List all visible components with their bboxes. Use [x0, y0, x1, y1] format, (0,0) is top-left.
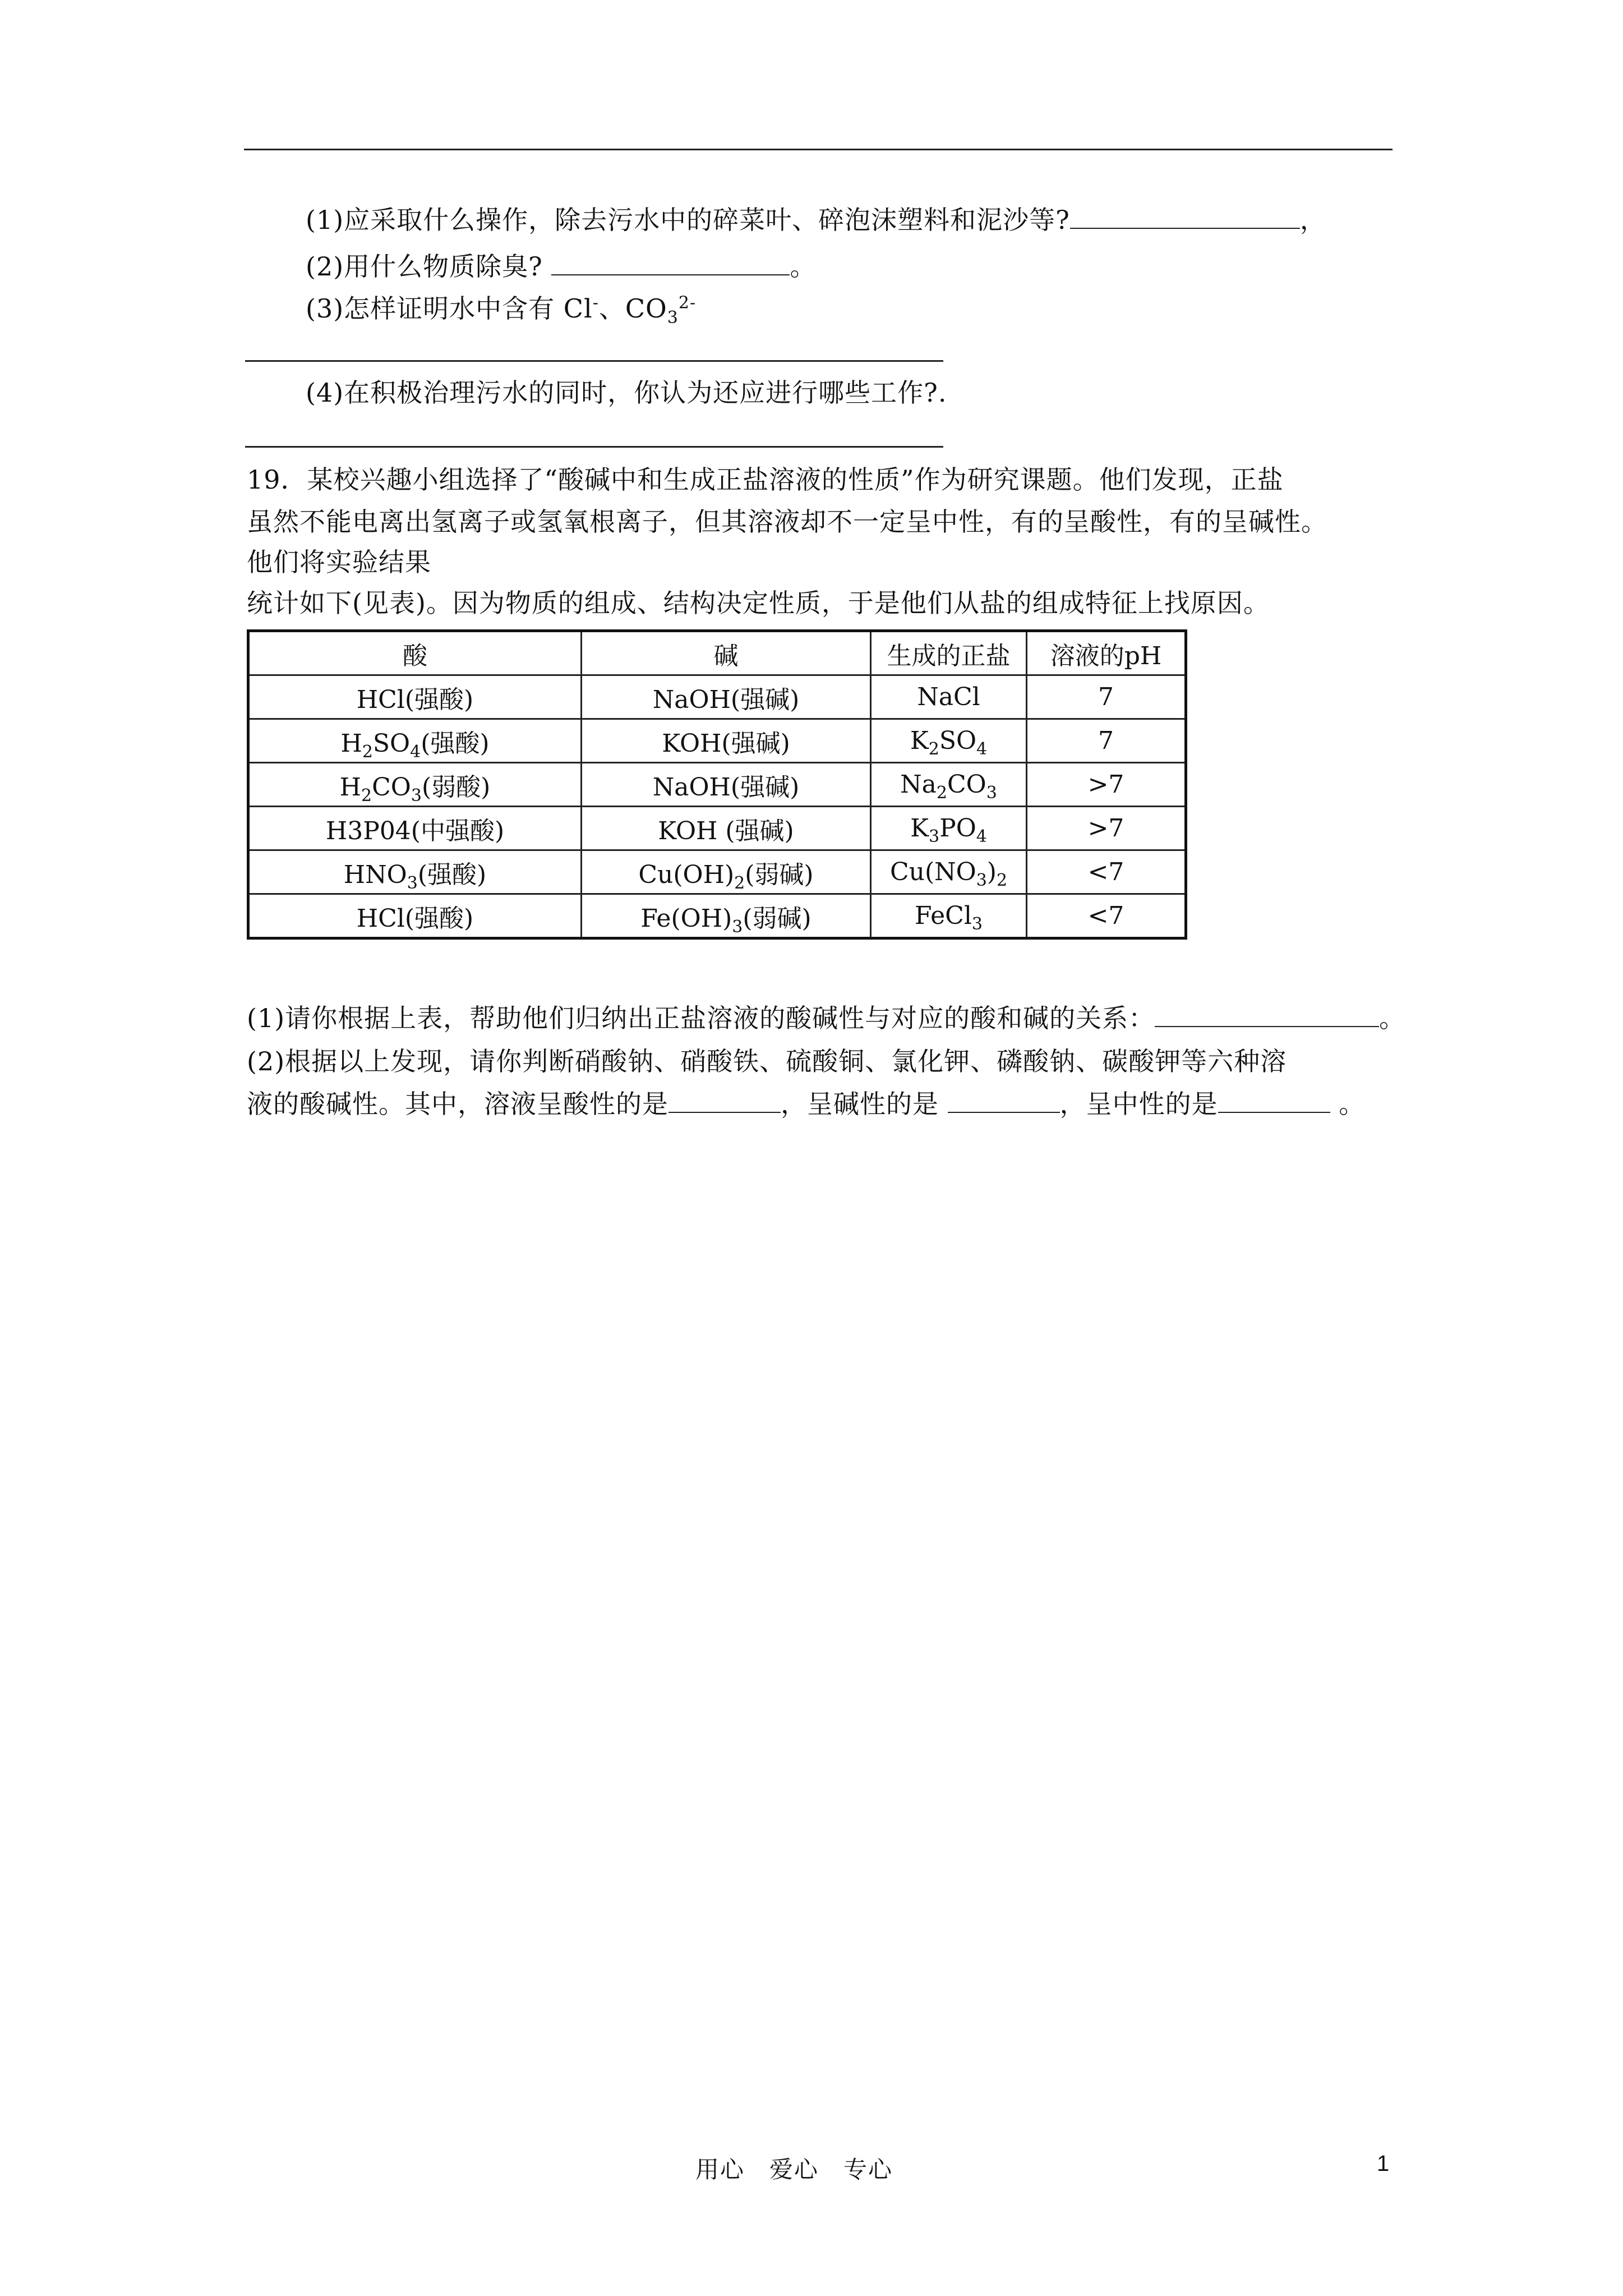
cell-acid: H3P04(中强酸) — [248, 807, 582, 850]
cell-base: $Fe(OH)_3$(弱碱) — [582, 894, 871, 938]
cell-acid: $H_2CO_3$(弱酸) — [248, 763, 582, 807]
answer-blank-neutral[interactable] — [1218, 1089, 1330, 1113]
cell-acid: HCl(强酸) — [248, 894, 582, 938]
answer-blank-basic[interactable] — [948, 1089, 1060, 1113]
cell-salt: $Cu(NO_3)_2$ — [871, 850, 1027, 894]
sub-question-1 — [247, 1001, 1405, 1035]
page-number: 1 — [1377, 2151, 1390, 2176]
question-1 — [306, 203, 1326, 237]
header-salt: 生成的正盐 — [871, 631, 1027, 675]
cell-ph: <7 — [1027, 894, 1186, 938]
cell-salt: $Na_2CO_3$ — [871, 763, 1027, 807]
table-row — [248, 675, 1186, 719]
answer-blank-s1[interactable] — [1155, 1004, 1379, 1027]
table-header-row — [248, 631, 1186, 675]
cell-base: KOH (强碱) — [582, 807, 871, 850]
cell-ph: 7 — [1027, 719, 1186, 763]
sub-question-2-line-2 — [247, 1087, 1365, 1121]
table-row — [248, 719, 1186, 763]
header-ph: 溶液的pH — [1027, 631, 1186, 675]
question-4-text: (4)在积极治理污水的同时，你认为还应进行哪些工作?. — [306, 378, 947, 408]
problem-19-line-3: 他们将实验结果 — [247, 547, 431, 577]
carbonate-charge: 2- — [678, 293, 697, 313]
chloride-charge: - — [592, 293, 599, 313]
sub-question-2-line-1: (2)根据以上发现，请你判断硝酸钠、硝酸铁、硫酸铜、氯化钾、磷酸钠、碳酸钾等六种溶 — [247, 1046, 1287, 1076]
salt-ph-table — [247, 629, 1187, 940]
cell-salt: $K_3PO_4$ — [871, 807, 1027, 850]
sub-question-2-neutral-label: ，呈中性的是 — [1059, 1089, 1218, 1119]
question-2-text: (2)用什么物质除臭? — [306, 251, 543, 282]
cell-ph: >7 — [1027, 807, 1186, 850]
table-row — [248, 807, 1186, 850]
cell-salt: $K_2SO_4$ — [871, 719, 1027, 763]
answer-line-4[interactable] — [245, 446, 943, 448]
footer-motto: 用心 爱心 专心 — [695, 2156, 893, 2183]
question-1-end: ， — [1299, 205, 1326, 235]
cell-base: $Cu(OH)_2$(弱碱) — [582, 850, 871, 894]
question-3 — [306, 292, 697, 328]
table-row — [248, 763, 1186, 807]
sub-question-2-acidic-label: 液的酸碱性。其中，溶液呈酸性的是 — [247, 1089, 668, 1119]
cell-ph: >7 — [1027, 763, 1186, 807]
cell-acid: $HNO_3$(强酸) — [248, 850, 582, 894]
problem-19-line-1: 19．某校兴趣小组选择了“酸碱中和生成正盐溶液的性质”作为研究课题。他们发现，正盐 — [247, 464, 1284, 495]
answer-blank-1[interactable] — [1070, 205, 1300, 229]
question-2 — [306, 250, 816, 283]
cell-salt: FeCl$_3$ — [871, 894, 1027, 938]
header-base: 碱 — [582, 631, 871, 675]
cell-base: KOH(强碱) — [582, 719, 871, 763]
answer-line-3[interactable] — [245, 360, 943, 362]
sub-question-1-text: (1)请你根据上表，帮助他们归纳出正盐溶液的酸碱性与对应的酸和碱的关系： — [247, 1003, 1155, 1033]
question-4 — [306, 376, 947, 409]
answer-blank-2[interactable] — [551, 252, 790, 275]
question-2-end: 。 — [790, 251, 817, 282]
answer-blank-acidic[interactable] — [668, 1089, 781, 1113]
cell-ph: 7 — [1027, 675, 1186, 719]
header-acid: 酸 — [248, 631, 582, 675]
problem-19-line-4: 统计如下(见表)。因为物质的组成、结构决定性质，于是他们从盐的组成特征上找原因。 — [247, 588, 1270, 618]
cell-base: NaOH(强碱) — [582, 763, 871, 807]
sub-question-1-end: 。 — [1379, 1003, 1406, 1033]
cell-acid: $H_2SO_4$(强酸) — [248, 719, 582, 763]
table-row — [248, 894, 1186, 938]
question-3-text: (3)怎样证明水中含有 Cl — [306, 293, 593, 324]
cell-acid: HCl(强酸) — [248, 675, 582, 719]
question-1-text: (1)应采取什么操作，除去污水中的碎菜叶、碎泡沫塑料和泥沙等? — [306, 205, 1070, 235]
problem-19-line-2: 虽然不能电离出氢离子或氢氧根离子，但其溶液却不一定呈中性，有的呈酸性，有的呈碱性。 — [247, 507, 1327, 537]
carbonate-subscript: 3 — [667, 308, 679, 328]
question-3-mid: 、CO — [598, 293, 667, 324]
header-rule — [244, 149, 1393, 150]
cell-salt: NaCl — [871, 675, 1027, 719]
cell-ph: <7 — [1027, 850, 1186, 894]
cell-base: NaOH(强碱) — [582, 675, 871, 719]
sub-question-2-end: 。 — [1330, 1089, 1366, 1119]
sub-question-2-basic-label: ，呈碱性的是 — [781, 1089, 948, 1119]
table-row — [248, 850, 1186, 894]
